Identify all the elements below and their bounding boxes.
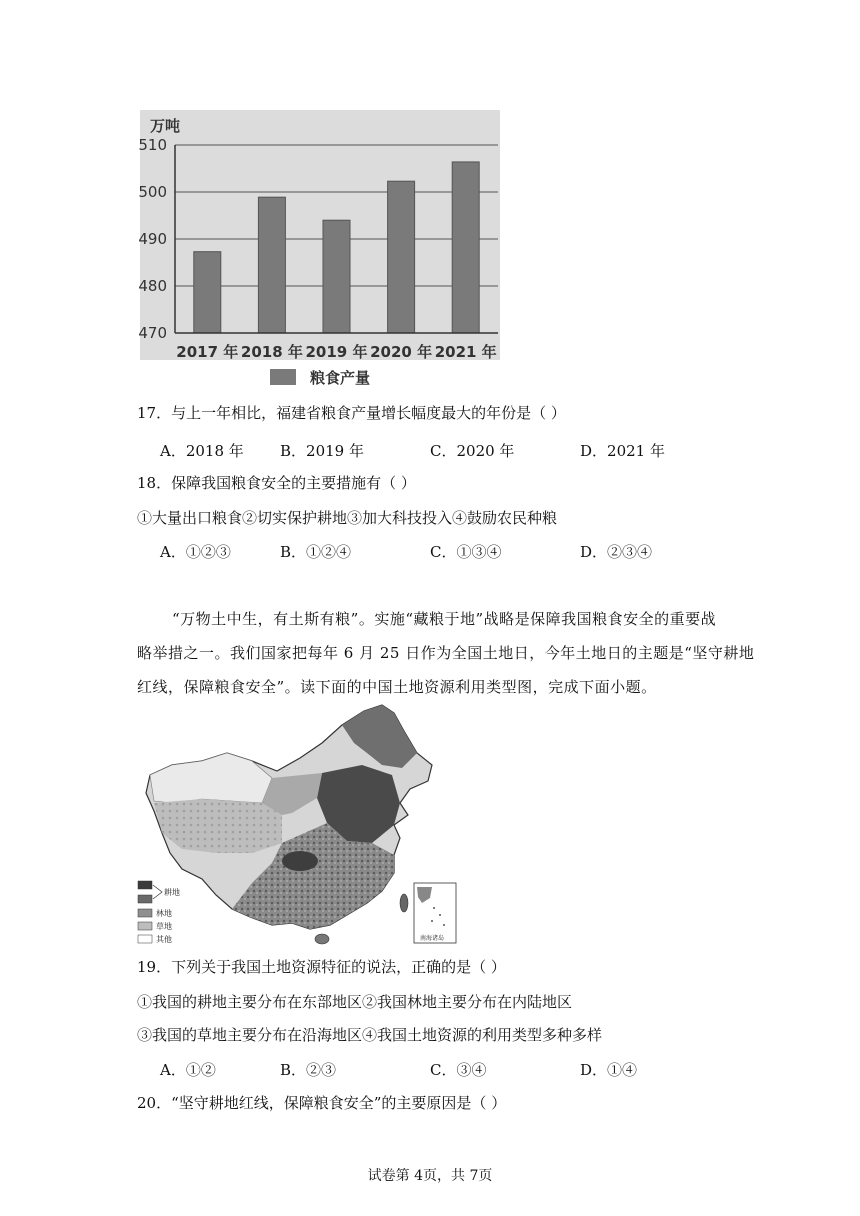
bar	[388, 181, 415, 333]
sichuan-basin	[282, 851, 318, 871]
q18-option-b[interactable]: B．①②④	[280, 543, 352, 561]
y-tick-label: 510	[138, 136, 167, 154]
y-tick-label: 470	[138, 324, 167, 342]
desert-region	[150, 753, 272, 803]
question-18-stem: 18．保障我国粮食安全的主要措施有（ ）	[137, 474, 416, 492]
passage-line-3: 红线，保障粮食安全”。读下面的中国土地资源利用类型图，完成下面小题。	[137, 678, 657, 696]
china-land-use-map	[132, 703, 462, 948]
q17-option-d[interactable]: D．2021 年	[580, 442, 665, 460]
south-china-sea-inset	[414, 883, 456, 943]
y-tick-label: 490	[138, 230, 167, 248]
legend-grassland: 草地	[156, 922, 172, 931]
q18-option-d[interactable]: D．②③④	[580, 543, 653, 561]
y-tick-label: 480	[138, 277, 167, 295]
bar	[194, 252, 221, 333]
hainan-island	[315, 934, 329, 944]
passage-line-2: 略举措之一。我们国家把每年 6 月 25 日作为全国土地日，今年土地日的主题是“坚守耕地	[137, 644, 755, 662]
bar	[258, 197, 285, 333]
q19-option-d[interactable]: D．①④	[580, 1061, 638, 1079]
x-tick-label: 2021 年	[434, 343, 497, 361]
legend-label: 粮食产量	[310, 369, 371, 387]
q19-option-a[interactable]: A．①②	[160, 1061, 216, 1079]
q17-option-c[interactable]: C．2020 年	[430, 442, 515, 460]
bar	[323, 220, 350, 333]
question-17-stem: 17．与上一年相比，福建省粮食产量增长幅度最大的年份是（ ）	[137, 404, 566, 422]
q19-option-c[interactable]: C．③④	[430, 1061, 487, 1079]
question-19-statements-2: ③我国的草地主要分布在沿海地区④我国土地资源的利用类型多种多样	[137, 1026, 603, 1044]
page-footer: 试卷第 4页，共 7页	[367, 1168, 493, 1184]
x-tick-label: 2017 年	[176, 343, 239, 361]
legend-swatch	[270, 369, 296, 385]
q17-option-b[interactable]: B．2019 年	[280, 442, 364, 460]
q19-option-b[interactable]: B．②③	[280, 1061, 337, 1079]
q18-option-c[interactable]: C．①③④	[430, 543, 502, 561]
q17-option-a[interactable]: A．2018 年	[160, 442, 244, 460]
y-tick-label: 500	[138, 183, 167, 201]
legend-forest: 林地	[156, 909, 172, 918]
q18-option-a[interactable]: A．①②③	[160, 543, 231, 561]
inset-label: 南海诸岛	[420, 935, 445, 942]
x-tick-label: 2020 年	[370, 343, 433, 361]
question-19-statements-1: ①我国的耕地主要分布在东部地区②我国林地主要分布在内陆地区	[137, 993, 573, 1011]
question-20-stem: 20．“坚守耕地红线，保障粮食安全”的主要原因是（ ）	[137, 1094, 507, 1112]
x-tick-label: 2019 年	[305, 343, 368, 361]
taiwan-island	[400, 894, 408, 912]
passage-line-1: “万物土中生，有土斯有粮”。实施“藏粮于地”战略是保障我国粮食安全的重要战	[172, 610, 717, 628]
question-18-statements: ①大量出口粮食②切实保护耕地③加大科技投入④鼓励农民种粮	[137, 509, 558, 527]
question-19-stem: 19．下列关于我国土地资源特征的说法，正确的是（ ）	[137, 958, 506, 976]
bar	[452, 162, 479, 333]
y-axis-unit-label: 万吨	[150, 117, 181, 135]
map-legend	[138, 881, 180, 944]
grain-output-bar-chart	[130, 105, 520, 395]
x-tick-label: 2018 年	[240, 343, 303, 361]
legend-cropland: 耕地	[164, 888, 180, 897]
legend-other: 其他	[156, 935, 172, 944]
